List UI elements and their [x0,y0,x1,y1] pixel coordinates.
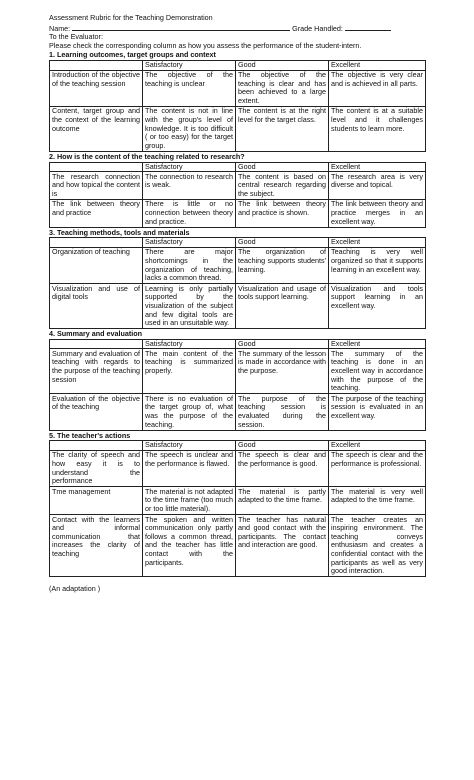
evaluator-label: To the Evaluator: [49,32,103,42]
descriptor-cell-good[interactable]: Visualization and usage of tools support learning. [236,284,329,329]
criterion-cell: Tme management [50,487,143,515]
descriptor-cell-excellent[interactable]: The speech is clear and the performance is professional. [329,450,426,486]
rubric-row [50,247,426,283]
grade-blank [345,23,391,31]
descriptor-cell-good[interactable]: The organization of teaching supports students' learning. [236,247,329,283]
descriptor-cell-excellent[interactable]: The content is at a suitable level and it challenges students to learn more. [329,106,426,151]
descriptor-cell-good[interactable]: The summary of the lesson is made in accordance with the purpose. [236,349,329,394]
descriptor-cell-satisfactory[interactable]: There are major shortcomings in the organization of teaching, lacks a common thread. [143,247,236,283]
descriptor-cell-excellent[interactable]: The purpose of the teaching session is evaluated in an excellent way. [329,394,426,430]
rubric-row [50,394,426,430]
criterion-cell: Content, target group and the context of the learning outcome [50,106,143,151]
rubric-table [49,60,426,152]
descriptor-cell-good[interactable]: The teacher has natural and good contact with the participants. The contact and interaction are good. [236,515,329,577]
name-blank [72,23,290,31]
section-title: 4. Summary and evaluation [49,329,143,339]
rubric-row [50,106,426,151]
descriptor-cell-satisfactory[interactable]: The speech is unclear and the performance is flawed. [143,450,236,486]
rating-header-good: Good [236,60,329,70]
rating-header-good: Good [236,162,329,172]
criterion-cell: Visualization and use of digital tools [50,284,143,329]
criterion-cell: Organization of teaching [50,247,143,283]
rating-header-excellent: Excellent [329,60,426,70]
criterion-cell: The clarity of speech and how easy it is to understand the performance [50,450,143,486]
grade-label: Grade Handled: [292,23,343,33]
rubric-table [49,162,426,228]
rating-header-excellent: Excellent [329,339,426,349]
criteria-header-cell [50,238,143,248]
criteria-header-cell [50,162,143,172]
descriptor-cell-excellent[interactable]: The material is very well adapted to the time frame. [329,487,426,515]
descriptor-cell-excellent[interactable]: The objective is very clear and is achieved in all parts. [329,70,426,106]
criteria-header-cell [50,441,143,451]
rating-header-excellent: Excellent [329,238,426,248]
criterion-cell: Contact with the learners and informal communication that increases the clarity of teaching [50,515,143,577]
descriptor-cell-excellent[interactable]: Visualization and tools support learning in an excellent way. [329,284,426,329]
footer-note: (An adaptation ) [49,584,101,594]
rubric-row [50,70,426,106]
section-title: 5. The teacher's actions [49,430,131,440]
section-title: 3. Teaching methods, tools and materials [49,227,190,237]
criteria-header-cell [50,60,143,70]
descriptor-cell-excellent[interactable]: The summary of the teaching is done in an excellent way in accordance with the purpose of the teaching. [329,349,426,394]
criterion-cell: The research connection and how topical the content is [50,172,143,200]
header-row [50,162,426,172]
rating-header-good: Good [236,339,329,349]
header-row [50,339,426,349]
rating-header-good: Good [236,238,329,248]
rating-header-satisfactory: Satisfactory [143,441,236,451]
rating-header-good: Good [236,441,329,451]
descriptor-cell-good[interactable]: The content is based on central research regarding the subject. [236,172,329,200]
rubric-row [50,515,426,577]
descriptor-cell-good[interactable]: The link between theory and practice is shown. [236,199,329,227]
instruction-text: Please check the corresponding column as how you assess the performance of the student-intern. [49,40,362,50]
descriptor-cell-good[interactable]: The content is at the right level for the target class. [236,106,329,151]
section-title: 2. How is the content of the teaching related to research? [49,151,245,161]
criterion-cell: Introduction of the objective of the teaching session [50,70,143,106]
descriptor-cell-good[interactable]: The objective of the teaching is clear and has been achieved to a large extent. [236,70,329,106]
rubric-row [50,284,426,329]
descriptor-cell-excellent[interactable]: The research area is very diverse and topical. [329,172,426,200]
criterion-cell: Evaluation of the objective of the teaching [50,394,143,430]
descriptor-cell-satisfactory[interactable]: The material is not adapted to the time frame (too much or too little material). [143,487,236,515]
descriptor-cell-satisfactory[interactable]: There is no evaluation of the target group of, what was the purpose of the teaching. [143,394,236,430]
descriptor-cell-excellent[interactable]: Teaching is very well organized so that it supports learning in an excellent way. [329,247,426,283]
rubric-table [49,339,426,431]
rubric-sections [49,51,425,577]
criterion-cell: Summary and evaluation of teaching with regards to the purpose of the teaching session [50,349,143,394]
descriptor-cell-excellent[interactable]: The teacher creates an inspiring environment. The teaching conveys enthusiasm and creates a confidential contact with the participants as well as very good interaction. [329,515,426,577]
descriptor-cell-satisfactory[interactable]: Learning is only partially supported by the visualization of the subject and few digital tools are used in an unsuitable way. [143,284,236,329]
rubric-table [49,440,426,577]
name-label: Name: [49,23,71,33]
descriptor-cell-satisfactory[interactable]: The main content of the teaching is summarized properly. [143,349,236,394]
descriptor-cell-satisfactory[interactable]: The content is not in line with the group's level of knowledge. It is too difficult ( or too easy) for the target group. [143,106,236,151]
section-title: 1. Learning outcomes, target groups and context [49,50,216,60]
header-row [50,238,426,248]
descriptor-cell-satisfactory[interactable]: The objective of the teaching is unclear [143,70,236,106]
rating-header-excellent: Excellent [329,441,426,451]
rubric-row [50,450,426,486]
header-row [50,441,426,451]
rubric-row [50,487,426,515]
name-grade-line [49,23,425,34]
rating-header-satisfactory: Satisfactory [143,238,236,248]
header-row [50,60,426,70]
descriptor-cell-satisfactory[interactable]: The spoken and written communication only partly follows a common thread, and the teacher has little contact with the participants. [143,515,236,577]
rubric-row [50,199,426,227]
descriptor-cell-excellent[interactable]: The link between theory and practice merges in an excellent way. [329,199,426,227]
descriptor-cell-good[interactable]: The material is partly adapted to the time frame. [236,487,329,515]
criterion-cell: The link between theory and practice [50,199,143,227]
descriptor-cell-good[interactable]: The speech is clear and the performance is good. [236,450,329,486]
rubric-document [49,14,425,594]
rubric-table [49,237,426,329]
descriptor-cell-satisfactory[interactable]: There is little or no connection between theory and practice. [143,199,236,227]
rubric-row [50,349,426,394]
rating-header-excellent: Excellent [329,162,426,172]
rating-header-satisfactory: Satisfactory [143,60,236,70]
document-title: Assessment Rubric for the Teaching Demonstration [49,13,213,22]
rating-header-satisfactory: Satisfactory [143,339,236,349]
rating-header-satisfactory: Satisfactory [143,162,236,172]
descriptor-cell-satisfactory[interactable]: The connection to research is weak. [143,172,236,200]
criteria-header-cell [50,339,143,349]
rubric-row [50,172,426,200]
descriptor-cell-good[interactable]: The purpose of the teaching session is evaluated during the session. [236,394,329,430]
